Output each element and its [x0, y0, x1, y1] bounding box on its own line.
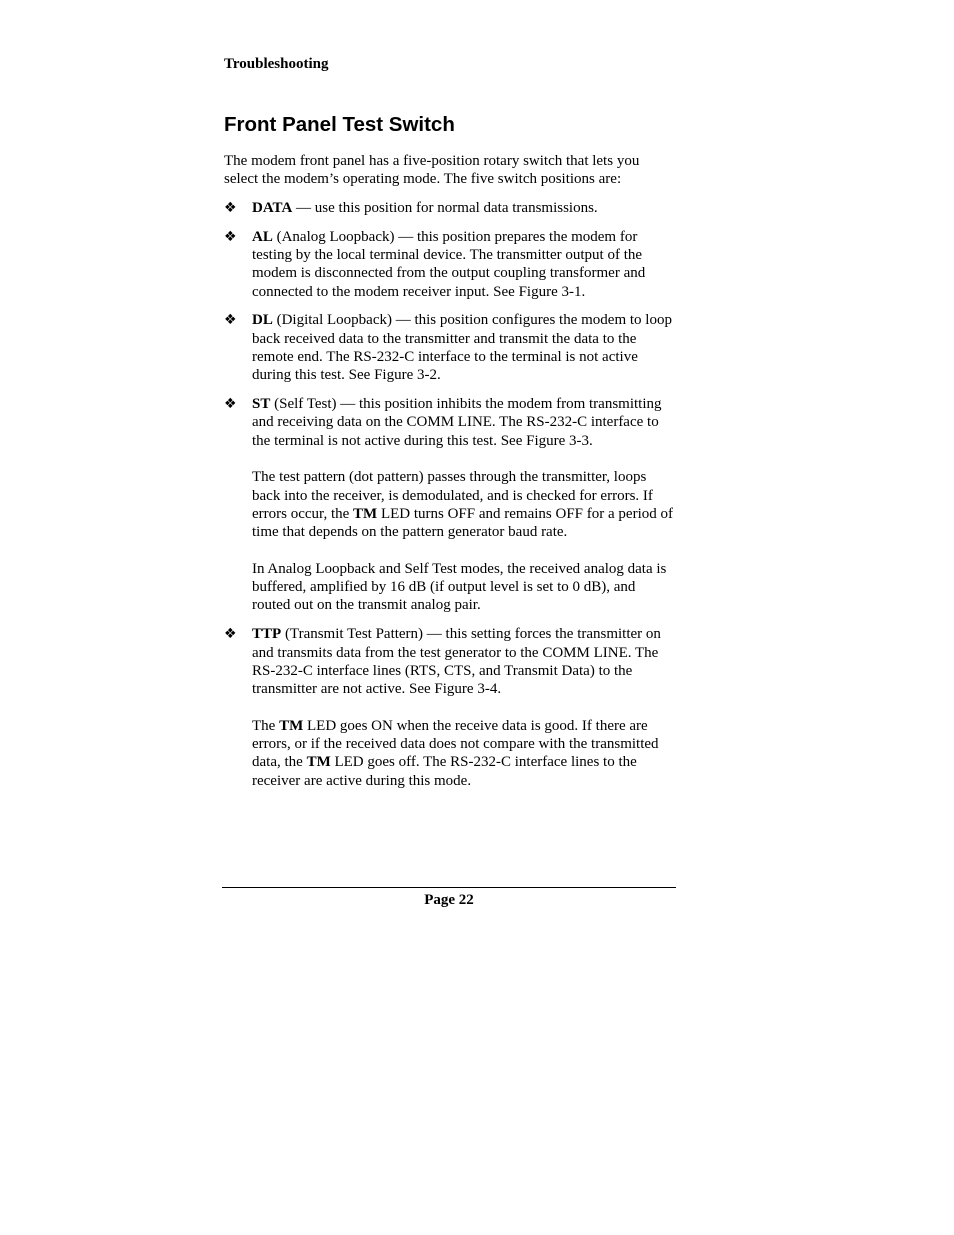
footer-divider — [222, 887, 676, 888]
page-number: Page 22 — [424, 892, 474, 908]
diamond-bullet-icon: ❖ — [224, 200, 237, 216]
text-run: The test pattern (dot pattern) passes through the transmitter, loops back into the receiver, is demodulated, and is checked for errors. If errors occur, the — [252, 469, 653, 522]
item-description: (Digital Loopback) — this position configures the modem to loop back received data to the transmitter and transmit the data to the remote end. The RS-232-C interface to the terminal is not active during this test. See Figure 3-2. — [252, 312, 672, 384]
switch-positions-list — [224, 199, 676, 800]
item-description: (Transmit Test Pattern) — this setting forces the transmitter on and transmits data from the test generator to the COMM LINE. The RS-232-C interface lines (RTS, CTS, and Transmit Data) to the transmitter are not active. See Figure 3-4. — [252, 626, 661, 698]
item-term: DATA — [252, 200, 293, 216]
list-item-al — [224, 228, 676, 301]
item-term: DL — [252, 312, 273, 329]
item-subparagraph — [252, 468, 676, 541]
list-item-dl — [224, 311, 676, 384]
list-item-ttp — [224, 625, 676, 790]
item-text — [252, 625, 676, 698]
item-description: — use this position for normal data transmissions. — [292, 200, 598, 216]
item-text — [252, 311, 676, 384]
tm-led-label: TM — [306, 754, 331, 771]
text-run: LED goes ON when the receive data is good. If there are errors, or if the received data does not compare with the transmitted data, the — [252, 717, 659, 771]
item-term: ST — [252, 396, 271, 413]
diamond-bullet-icon: ❖ — [224, 228, 237, 245]
item-description: (Self Test) — this position inhibits the modem from transmitting and receiving data on the COMM LINE. The RS-232-C interface to the terminal is not active during this test. See Figure 3-3. — [252, 396, 662, 449]
tm-led-label: TM — [353, 505, 378, 522]
list-item-data — [224, 199, 676, 217]
diamond-bullet-icon: ❖ — [224, 312, 237, 329]
diamond-bullet-icon: ❖ — [224, 396, 237, 413]
text-run: The — [252, 717, 280, 734]
item-text — [252, 228, 676, 301]
tm-led-label: TM — [279, 717, 304, 734]
item-subparagraph — [252, 717, 676, 790]
item-term: TTP — [252, 626, 282, 643]
item-text — [252, 395, 676, 450]
running-head: Troubleshooting — [224, 56, 329, 72]
item-term: AL — [252, 228, 273, 245]
text-run: LED turns OFF and remains OFF for a period of time that depends on the pattern generator baud rate. — [252, 505, 673, 541]
text-run: LED goes off. The RS-232-C interface lines to the receiver are active during this mode. — [252, 754, 637, 789]
list-item-st — [224, 395, 676, 615]
section-title: Front Panel Test Switch — [224, 113, 455, 136]
text-run: In Analog Loopback and Self Test modes, the received analog data is buffered, amplified by 16 dB (if output level is set to 0 dB), and routed out on the transmit analog pair. — [252, 560, 667, 614]
diamond-bullet-icon: ❖ — [224, 626, 237, 643]
item-subparagraph — [252, 560, 676, 615]
intro-paragraph: The modem front panel has a five-position rotary switch that lets you select the modem’s operating mode. The five switch positions are: — [224, 153, 640, 188]
item-description: (Analog Loopback) — this position prepares the modem for testing by the local terminal device. The transmitter output of the modem is disconnected from the output coupling transformer and connected to the modem receiver input. See Figure 3-1. — [252, 228, 646, 300]
item-text — [252, 199, 676, 217]
